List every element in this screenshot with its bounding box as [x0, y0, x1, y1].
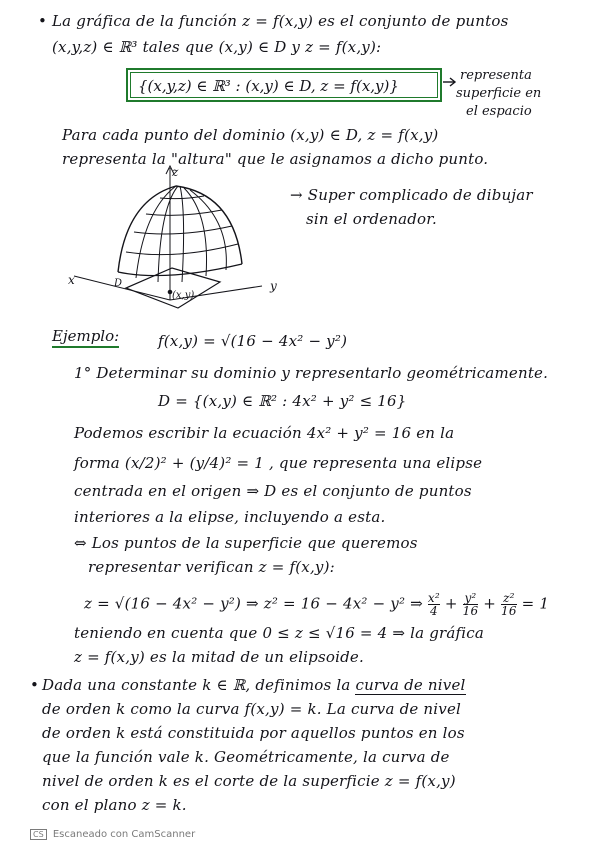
camscanner-logo-icon: CS [30, 829, 47, 840]
scanner-footer-text: Escaneado con CamScanner [52, 829, 196, 840]
level-line-4: que la función vale k. Geométricamente, la curva de [42, 748, 450, 766]
step-1: 1° Determinar su dominio y representarlo geométricamente. [74, 364, 549, 382]
intro-line-2: (x,y,z) ∈ ℝ³ tales que (x,y) ∈ D y z = f(x,y): [52, 38, 382, 56]
level-line-3: de orden k está constituida por aquellos puntos en los [42, 724, 465, 742]
domain-label: D [114, 278, 123, 289]
bullet-dot: • [38, 12, 47, 30]
surface-sketch [66, 160, 286, 320]
fraction-x: $\frac{\text{x²}}{4}$ [427, 591, 440, 618]
example-label: Ejemplo: [52, 327, 119, 348]
example-function: f(x,y) = √(16 − 4x² − y²) [158, 332, 348, 350]
example-para-1: Podemos escribir la ecuación 4x² + y² = 16 en la [74, 424, 455, 442]
graph-set-formula: {(x,y,z) ∈ ℝ³ : (x,y) ∈ D, z = f(x,y)} [138, 77, 399, 95]
z-axis-label: z [172, 165, 179, 179]
arrow-icon [443, 76, 457, 88]
scanner-footer [30, 829, 195, 840]
equation-left: z = √(16 − 4x² − y²) ⇒ z² = 16 − 4x² − y² ⇒ [84, 594, 423, 613]
example-para-7: teniendo en cuenta que 0 ≤ z ≤ √16 = 4 ⇒ la gráfica [74, 624, 485, 642]
fraction-z: $\frac{\text{z²}}{16}$ [501, 591, 517, 618]
example-para-6: representar verifican z = f(x,y): [88, 558, 335, 576]
fraction-y: $\frac{\text{y²}}{16}$ [462, 591, 479, 618]
example-para-2: forma (x/2)² + (y/4)² = 1 , que representa una elipse [74, 454, 483, 472]
y-axis-label: y [270, 279, 277, 293]
level-line-6: con el plano z = k. [42, 796, 187, 814]
level-line-5: nivel de orden k es el corte de la superficie z = f(x,y) [42, 772, 456, 790]
ellipsoid-equation: z = √(16 − 4x² − y²) ⇒ z² = 16 − 4x² − y² ⇒ $\frac{\text{x²}}{4}$ + $\frac{\text{y²}}{16}$ + $\frac{\text{z²}}{16}$ = 1 [84, 591, 550, 618]
note-line-2: superficie en [456, 86, 542, 101]
point-label: (x,y) [172, 290, 195, 301]
x-axis-label: x [68, 273, 75, 287]
level-line-1: Dada una constante k ∈ ℝ, definimos la curva de nivel [42, 676, 466, 694]
graph-set-box [126, 68, 442, 102]
equation-end: = 1 [521, 594, 550, 613]
arrow-note-2: sin el ordenador. [306, 210, 437, 228]
bullet-dot: • [30, 676, 39, 694]
example-para-4: interiores a la elipse, incluyendo a esta. [74, 508, 386, 526]
domain-definition: D = {(x,y) ∈ ℝ² : 4x² + y² ≤ 16} [158, 392, 407, 410]
example-para-3: centrada en el origen ⇒ D es el conjunto de puntos [74, 482, 472, 500]
example-para-8: z = f(x,y) es la mitad de un elipsoide. [74, 648, 364, 666]
level-line-2: de orden k como la curva f(x,y) = k. La curva de nivel [42, 700, 462, 718]
curva-de-nivel-term: curva de nivel [355, 676, 466, 694]
arrow-note-1: → Super complicado de dibujar [290, 186, 533, 204]
example-para-5: ⇔ Los puntos de la superficie que queremos [74, 534, 418, 552]
para-line-1: Para cada punto del dominio (x,y) ∈ D, z = f(x,y) [62, 126, 439, 144]
note-line-3: el espacio [466, 104, 532, 119]
note-line-1: representa [460, 68, 532, 83]
intro-line-1: La gráfica de la función z = f(x,y) es el conjunto de puntos [52, 12, 509, 30]
para-line-2: representa la "altura" que le asignamos a dicho punto. [62, 150, 489, 168]
